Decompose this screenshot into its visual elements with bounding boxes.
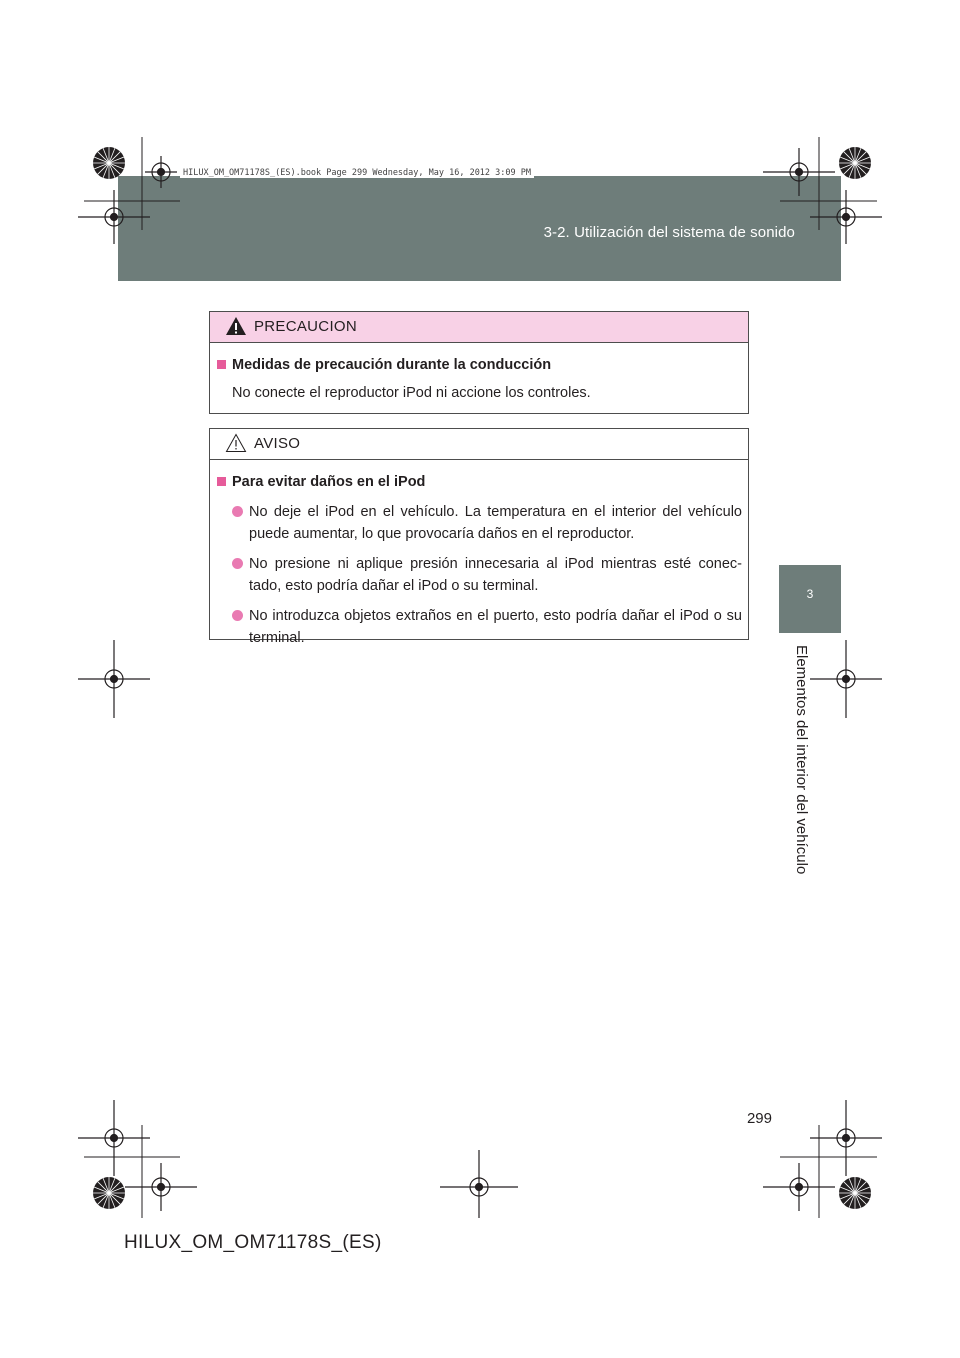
file-stamp: HILUX_OM_OM71178S_(ES).book Page 299 Wednesday, May 16, 2012 3:09 PM [180, 168, 534, 178]
chapter-title: Elementos del interior del vehículo [793, 645, 810, 875]
document-id: HILUX_OM_OM71178S_(ES) [124, 1232, 382, 1253]
list-item-text: No deje el iPod en el vehículo. La temperatura en el interior del vehículo puede aumentar, lo que provocaría daños en el reproductor. [249, 504, 742, 542]
starburst-target-icons [93, 147, 871, 1209]
list-item-text: No presione ni aplique presión innecesaria al iPod mientras esté conec-tado, esto podría dañar el iPod o su terminal. [249, 556, 742, 594]
caution-label: PRECAUCION [254, 318, 358, 335]
crosshair-target-icons [78, 148, 882, 1218]
notice-heading-text: Para evitar daños en el iPod [232, 474, 426, 490]
list-item-text: No introduzca objetos extraños en el puerto, esto podría dañar el iPod o su terminal. [249, 608, 742, 646]
caution-text: No conecte el reproductor iPod ni accione los controles. [232, 385, 591, 401]
page-number: 299 [746, 1110, 772, 1127]
crop-lines [84, 137, 877, 1218]
notice-label: AVISO [254, 435, 301, 452]
section-title: 3-2. Utilización del sistema de sonido [543, 224, 795, 241]
caution-heading-text: Medidas de precaución durante la conducción [232, 357, 552, 373]
chapter-number: 3 [806, 587, 814, 601]
